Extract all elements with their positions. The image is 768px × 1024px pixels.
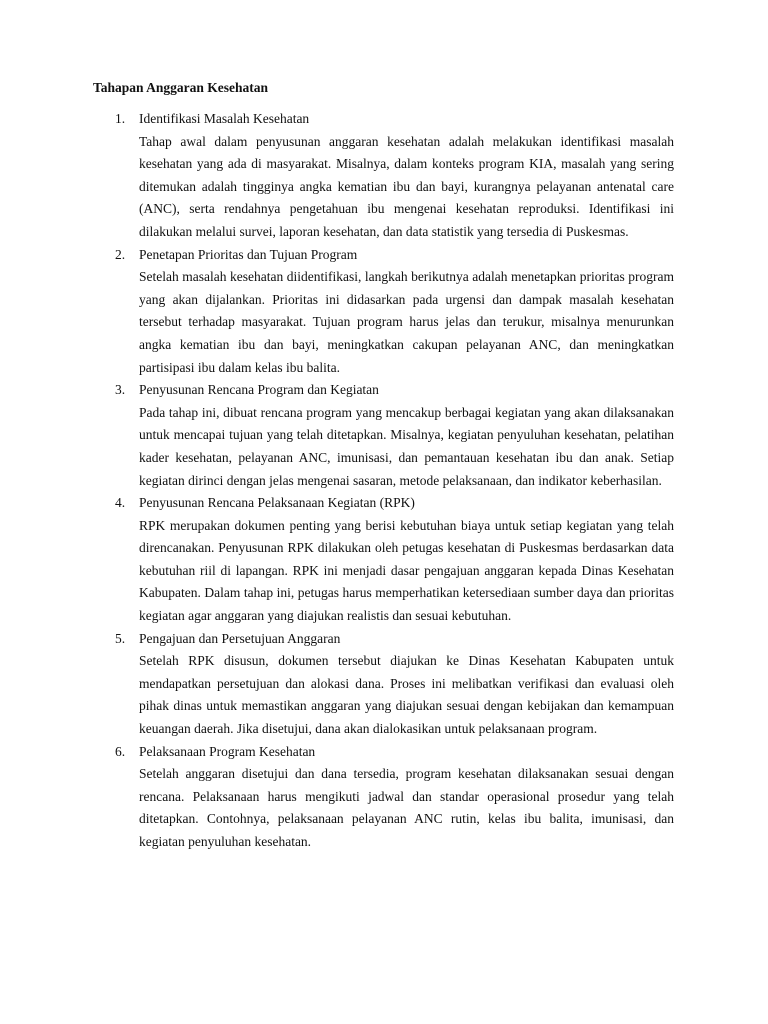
step-item-3 xyxy=(93,379,674,492)
step-heading: Penyusunan Rencana Pelaksanaan Kegiatan (RPK) xyxy=(139,495,415,511)
step-number: 4. xyxy=(115,495,126,511)
step-number: 2. xyxy=(115,246,126,262)
steps-list xyxy=(93,108,674,854)
step-item-2 xyxy=(93,244,674,380)
step-heading: Identifikasi Masalah Kesehatan xyxy=(139,111,310,126)
step-number: 5. xyxy=(115,630,126,646)
step-body: Setelah anggaran disetujui dan dana tersedia, program kesehatan dilaksanakan sesuai dengan rencana. Pelaksanaan harus mengikuti jadwal dan standar operasional prosedur yang telah ditetapkan. Contohnya, pelaksanaan pelayanan ANC rutin, kelas ibu balita, imunisasi, dan kegiatan penyuluhan kesehatan. xyxy=(139,766,674,849)
step-heading: Penetapan Prioritas dan Tujuan Program xyxy=(139,246,358,262)
step-body: Pada tahap ini, dibuat rencana program yang mencakup berbagai kegiatan yang akan dilaksanakan untuk mencapai tujuan yang telah ditetapkan. Misalnya, kegiatan penyuluhan kesehatan, pelatihan kader kesehatan, pelayanan ANC, imunisasi, dan pemantauan kesehatan ibu dan anak. Setiap kegiatan dirinci dengan jelas mengenai sasaran, metode pelaksanaan, dan indikator keberhasilan. xyxy=(139,404,674,488)
step-body: Setelah masalah kesehatan diidentifikasi, langkah berikutnya adalah menetapkan prioritas program yang akan dijalankan. Prioritas ini didasarkan pada urgensi dan dampak masalah kesehatan tersebut terhadap masyarakat. Tujuan program harus jelas dan terukur, misalnya menurunkan angka kematian ibu dan bayi, meningkatkan cakupan pelayanan ANC, dan meningkatkan partisipasi ibu dalam kelas ibu balita. xyxy=(139,269,674,375)
step-item-5 xyxy=(93,628,674,741)
step-item-4 xyxy=(93,492,674,628)
step-number: 6. xyxy=(115,743,126,759)
step-number: 1. xyxy=(115,111,126,126)
step-body: Tahap awal dalam penyusunan anggaran kesehatan adalah melakukan identifikasi masalah kesehatan yang ada di masyarakat. Misalnya, dalam konteks program KIA, masalah yang sering ditemukan adalah tingginya angka kematian ibu dan bayi, kurangnya pelayanan antenatal care (ANC), serta rendahnya pengetahuan ibu mengenai kesehatan reproduksi. Identifikasi ini dilakukan melalui survei, laporan kesehatan, dan data statistik yang tersedia di Puskesmas. xyxy=(139,133,674,239)
step-item-6 xyxy=(93,741,674,854)
step-heading: Penyusunan Rencana Program dan Kegiatan xyxy=(139,382,379,398)
step-body: RPK merupakan dokumen penting yang berisi kebutuhan biaya untuk setiap kegiatan yang telah direncanakan. Penyusunan RPK dilakukan oleh petugas kesehatan di Puskesmas berdasarkan data kebutuhan riil di lapangan. RPK ini menjadi dasar pengajuan anggaran kepada Dinas Kesehatan Kabupaten. Dalam tahap ini, petugas harus memperhatikan ketersediaan sumber daya dan prioritas kegiatan agar anggaran yang diajukan realistis dan sesuai kebutuhan. xyxy=(139,517,674,624)
step-item-1 xyxy=(93,108,674,244)
step-heading: Pengajuan dan Persetujuan Anggaran xyxy=(139,630,341,646)
step-number: 3. xyxy=(115,382,126,398)
step-heading: Pelaksanaan Program Kesehatan xyxy=(139,743,316,759)
step-body: Setelah RPK disusun, dokumen tersebut diajukan ke Dinas Kesehatan Kabupaten untuk mendapatkan persetujuan dan alokasi dana. Proses ini melibatkan verifikasi dan evaluasi oleh pihak dinas untuk memastikan anggaran yang diajukan sesuai dengan kebijakan dan kemampuan keuangan daerah. Jika disetujui, dana akan dialokasikan untuk pelaksanaan program. xyxy=(139,653,674,737)
document-title: Tahapan Anggaran Kesehatan xyxy=(93,80,269,95)
